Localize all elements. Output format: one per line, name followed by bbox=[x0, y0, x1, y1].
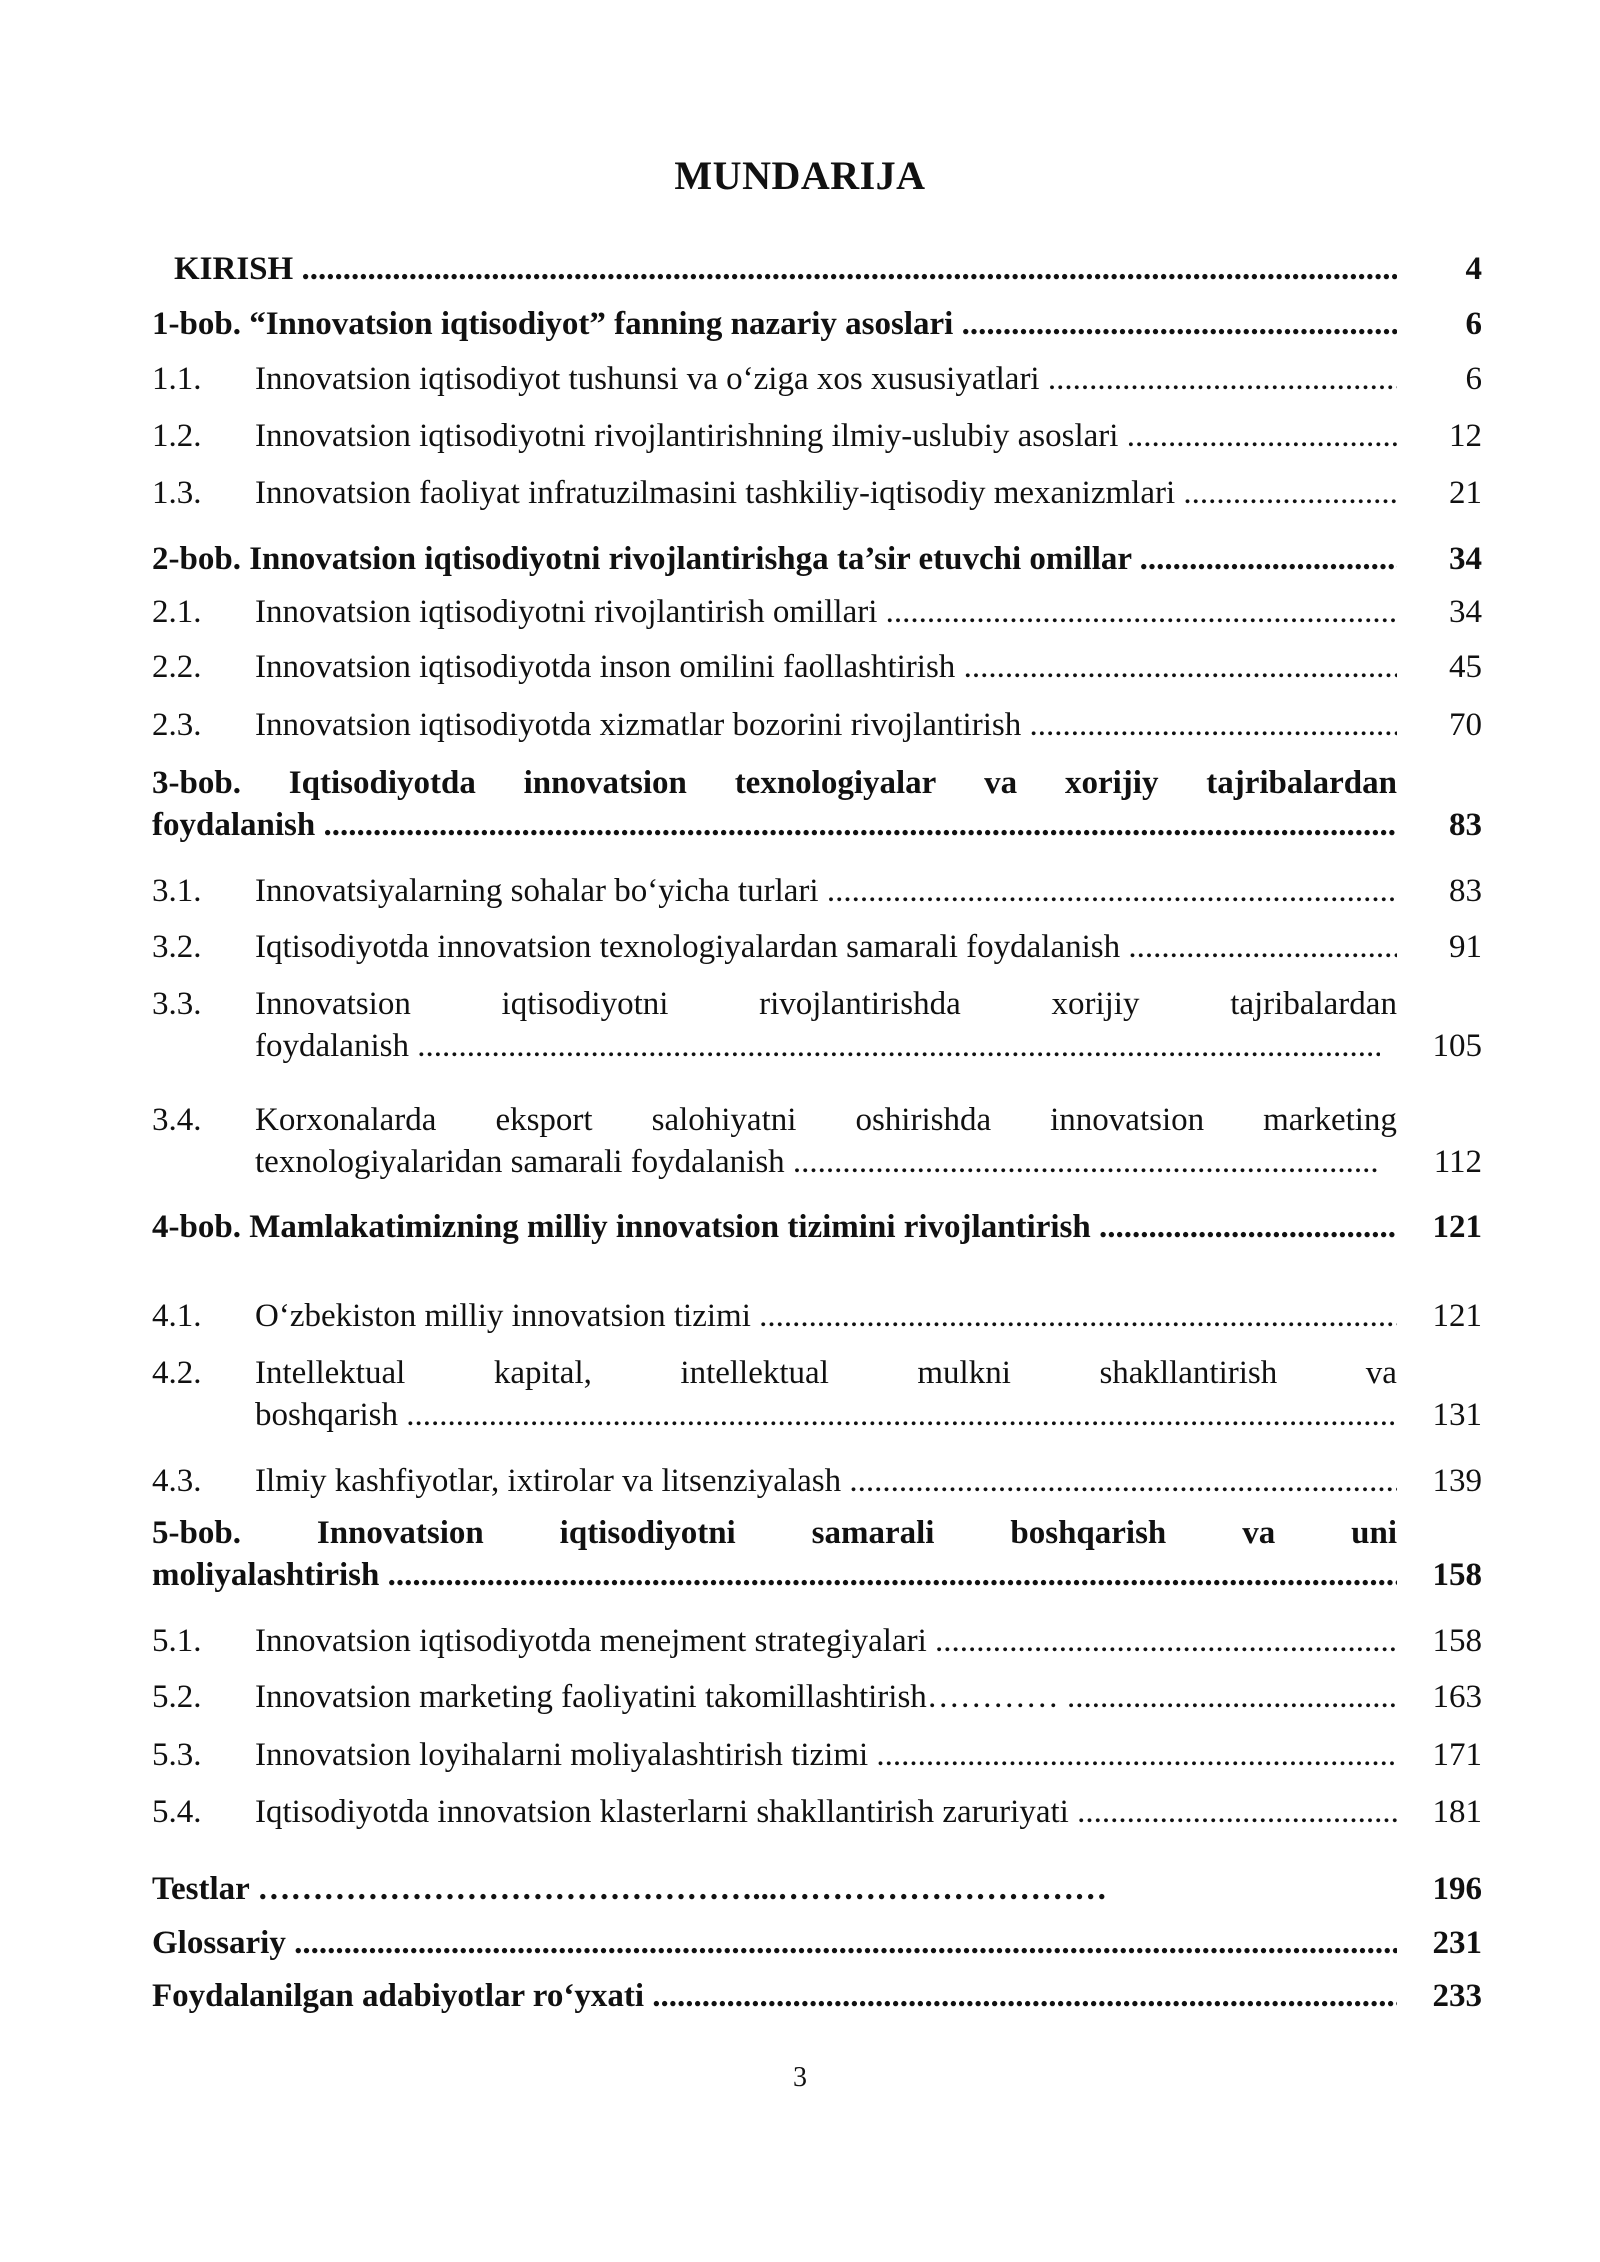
toc-entry-page: 70 bbox=[1449, 707, 1482, 743]
toc-entry-page: 105 bbox=[1432, 1028, 1482, 1064]
toc-entry-title: 4-bob. Mamlakatimizning milliy innovatsion tizimini rivojlantirish ..... bbox=[152, 1209, 1397, 1245]
toc-entry-number: 2.2. bbox=[152, 649, 202, 685]
toc-entry-number: 2.3. bbox=[152, 707, 202, 743]
toc-entry-number: 5.4. bbox=[152, 1794, 202, 1830]
toc-entry-number: 5.3. bbox=[152, 1737, 202, 1773]
toc-entry-title-line1: Intellektual kapital, intellektual mulkni shakllantirish va bbox=[255, 1355, 1397, 1391]
toc-entry-chapter-5[interactable] bbox=[152, 1512, 1482, 1596]
toc-entry-title-line2: foydalanish ..... bbox=[255, 1028, 1380, 1064]
toc-entry-number: 1.2. bbox=[152, 418, 202, 454]
toc-entry-glossariy[interactable] bbox=[152, 1922, 1482, 1964]
toc-entry-title-line1: Innovatsion iqtisodiyotni rivojlantirishda xorijiy tajribalardan bbox=[255, 986, 1397, 1022]
toc-entry-number: 3.3. bbox=[152, 986, 202, 1022]
toc-entry-title: KIRISH ..... bbox=[174, 251, 1397, 287]
toc-entry-title: Iqtisodiyotda innovatsion klasterlarni shakllantirish zaruriyati ..... bbox=[255, 1794, 1397, 1830]
toc-entry-page: 12 bbox=[1449, 418, 1482, 454]
toc-entry-3-2[interactable] bbox=[152, 926, 1482, 968]
toc-entry-number: 1.3. bbox=[152, 475, 202, 511]
toc-entry-page: 171 bbox=[1432, 1737, 1482, 1773]
toc-entry-number: 4.2. bbox=[152, 1355, 202, 1391]
toc-entry-title: Ilmiy kashfiyotlar, ixtirolar va litsenziyalash ..... bbox=[255, 1463, 1397, 1499]
toc-entry-2-1[interactable] bbox=[152, 591, 1482, 633]
toc-entry-page: 196 bbox=[1432, 1871, 1482, 1907]
toc-entry-page: 121 bbox=[1432, 1298, 1482, 1334]
toc-entry-1-2[interactable] bbox=[152, 415, 1482, 457]
toc-entry-number: 5.1. bbox=[152, 1623, 202, 1659]
toc-entry-page: 158 bbox=[1432, 1557, 1482, 1593]
toc-entry-title: Iqtisodiyotda innovatsion texnologiyalardan samarali foydalanish ..... bbox=[255, 929, 1397, 965]
toc-entry-3-1[interactable] bbox=[152, 870, 1482, 912]
toc-entry-page: 163 bbox=[1432, 1679, 1482, 1715]
toc-entry-title: Innovatsion iqtisodiyotni rivojlantirishning ilmiy-uslubiy asoslari ..... bbox=[255, 418, 1397, 454]
toc-entry-number: 3.1. bbox=[152, 873, 202, 909]
toc-entry-4-2[interactable] bbox=[152, 1352, 1482, 1436]
toc-entry-2-3[interactable] bbox=[152, 704, 1482, 746]
toc-entry-testlar[interactable] bbox=[152, 1868, 1482, 1910]
toc-entry-4-1[interactable] bbox=[152, 1295, 1482, 1337]
toc-entry-chapter-2[interactable] bbox=[152, 538, 1482, 580]
toc-entry-page: 91 bbox=[1449, 929, 1482, 965]
toc-entry-page: 181 bbox=[1432, 1794, 1482, 1830]
toc-entry-page: 233 bbox=[1432, 1978, 1482, 2014]
toc-entry-title: Innovatsion faoliyat infratuzilmasini tashkiliy-iqtisodiy mexanizmlari ..... bbox=[255, 475, 1397, 511]
toc-entry-number: 3.4. bbox=[152, 1102, 202, 1138]
toc-entry-number: 1.1. bbox=[152, 361, 202, 397]
toc-entry-page: 158 bbox=[1432, 1623, 1482, 1659]
toc-entry-3-4[interactable] bbox=[152, 1099, 1482, 1183]
toc-entry-title: Innovatsion iqtisodiyotda inson omilini faollashtirish ..... bbox=[255, 649, 1397, 685]
toc-entry-4-3[interactable] bbox=[152, 1460, 1482, 1502]
toc-entry-title-line1: 3-bob. Iqtisodiyotda innovatsion texnologiyalar va xorijiy tajribalardan bbox=[152, 765, 1397, 801]
toc-entry-title: O‘zbekiston milliy innovatsion tizimi ..... bbox=[255, 1298, 1397, 1334]
toc-entry-page: 45 bbox=[1449, 649, 1482, 685]
toc-entry-page: 83 bbox=[1449, 873, 1482, 909]
toc-entry-page: 6 bbox=[1465, 306, 1482, 342]
toc-entry-title-line2: texnologiyalaridan samarali foydalanish ..... bbox=[255, 1144, 1380, 1180]
toc-entry-chapter-4[interactable] bbox=[152, 1206, 1482, 1248]
toc-entry-title: Foydalanilgan adabiyotlar ro‘yxati ..... bbox=[152, 1978, 1397, 2014]
toc-entry-page: 139 bbox=[1432, 1463, 1482, 1499]
toc-entry-number: 2.1. bbox=[152, 594, 202, 630]
toc-entry-title: Innovatsion iqtisodiyotda menejment strategiyalari ..... bbox=[255, 1623, 1397, 1659]
toc-entry-page: 21 bbox=[1449, 475, 1482, 511]
toc-entry-page: 6 bbox=[1465, 361, 1482, 397]
toc-entry-references[interactable] bbox=[152, 1975, 1482, 2017]
toc-entry-number: 5.2. bbox=[152, 1679, 202, 1715]
toc-entry-title: Innovatsion iqtisodiyotni rivojlantirish omillari ..... bbox=[255, 594, 1397, 630]
toc-entry-title: Innovatsiyalarning sohalar bo‘yicha turlari ..... bbox=[255, 873, 1397, 909]
toc-entry-title-line2: foydalanish ..... bbox=[152, 807, 1397, 843]
page-title: MUNDARIJA bbox=[674, 153, 926, 198]
toc-entry-title-line1: Korxonalarda eksport salohiyatni oshirishda innovatsion marketing bbox=[255, 1102, 1397, 1138]
toc-entry-page: 4 bbox=[1465, 251, 1482, 287]
toc-entry-title-line2: moliyalashtirish ..... bbox=[152, 1557, 1397, 1593]
toc-entry-title: 1-bob. “Innovatsion iqtisodiyot” fanning nazariy asoslari ..... bbox=[152, 306, 1397, 342]
toc-entry-5-1[interactable] bbox=[152, 1620, 1482, 1662]
toc-entry-1-1[interactable] bbox=[152, 358, 1482, 400]
toc-entry-title: Innovatsion iqtisodiyotda xizmatlar bozorini rivojlantirish ..... bbox=[255, 707, 1397, 743]
toc-entry-1-3[interactable] bbox=[152, 472, 1482, 514]
toc-entry-number: 4.1. bbox=[152, 1298, 202, 1334]
toc-entry-title: Glossariy ..... bbox=[152, 1925, 1397, 1961]
toc-entry-5-4[interactable] bbox=[152, 1791, 1482, 1833]
toc-entry-number: 4.3. bbox=[152, 1463, 202, 1499]
toc-entry-2-2[interactable] bbox=[152, 646, 1482, 688]
toc-entry-kirish[interactable] bbox=[152, 248, 1482, 290]
toc-entry-title-line1: 5-bob. Innovatsion iqtisodiyotni samarali boshqarish va uni bbox=[152, 1515, 1397, 1551]
toc-entry-title: Innovatsion loyihalarni moliyalashtirish tizimi ..... bbox=[255, 1737, 1397, 1773]
toc-entry-chapter-1[interactable] bbox=[152, 303, 1482, 345]
toc-entry-page: 231 bbox=[1432, 1925, 1482, 1961]
toc-entry-page: 83 bbox=[1449, 807, 1482, 843]
toc-entry-title: 2-bob. Innovatsion iqtisodiyotni rivojlantirishga ta’sir etuvchi omillar ..... bbox=[152, 541, 1397, 577]
toc-entry-5-2[interactable] bbox=[152, 1676, 1482, 1718]
toc-entry-chapter-3[interactable] bbox=[152, 762, 1482, 846]
toc-entry-3-3[interactable] bbox=[152, 983, 1482, 1067]
toc-entry-title-line2: boshqarish ..... bbox=[255, 1397, 1397, 1433]
toc-entry-title: Innovatsion iqtisodiyot tushunsi va o‘ziga xos xususiyatlari ..... bbox=[255, 361, 1397, 397]
page-number: 3 bbox=[793, 2062, 807, 2093]
toc-entry-title: Innovatsion marketing faoliyatini takomillashtirish………… ..... bbox=[255, 1679, 1397, 1715]
toc-entry-title: Testlar ………………………………………...………………………… bbox=[152, 1871, 1108, 1907]
toc-entry-number: 3.2. bbox=[152, 929, 202, 965]
toc-entry-page: 131 bbox=[1432, 1397, 1482, 1433]
toc-entry-page: 34 bbox=[1449, 541, 1482, 577]
toc-entry-5-3[interactable] bbox=[152, 1734, 1482, 1776]
toc-entry-page: 112 bbox=[1433, 1144, 1482, 1180]
toc-entry-page: 34 bbox=[1449, 594, 1482, 630]
toc-entry-page: 121 bbox=[1432, 1209, 1482, 1245]
